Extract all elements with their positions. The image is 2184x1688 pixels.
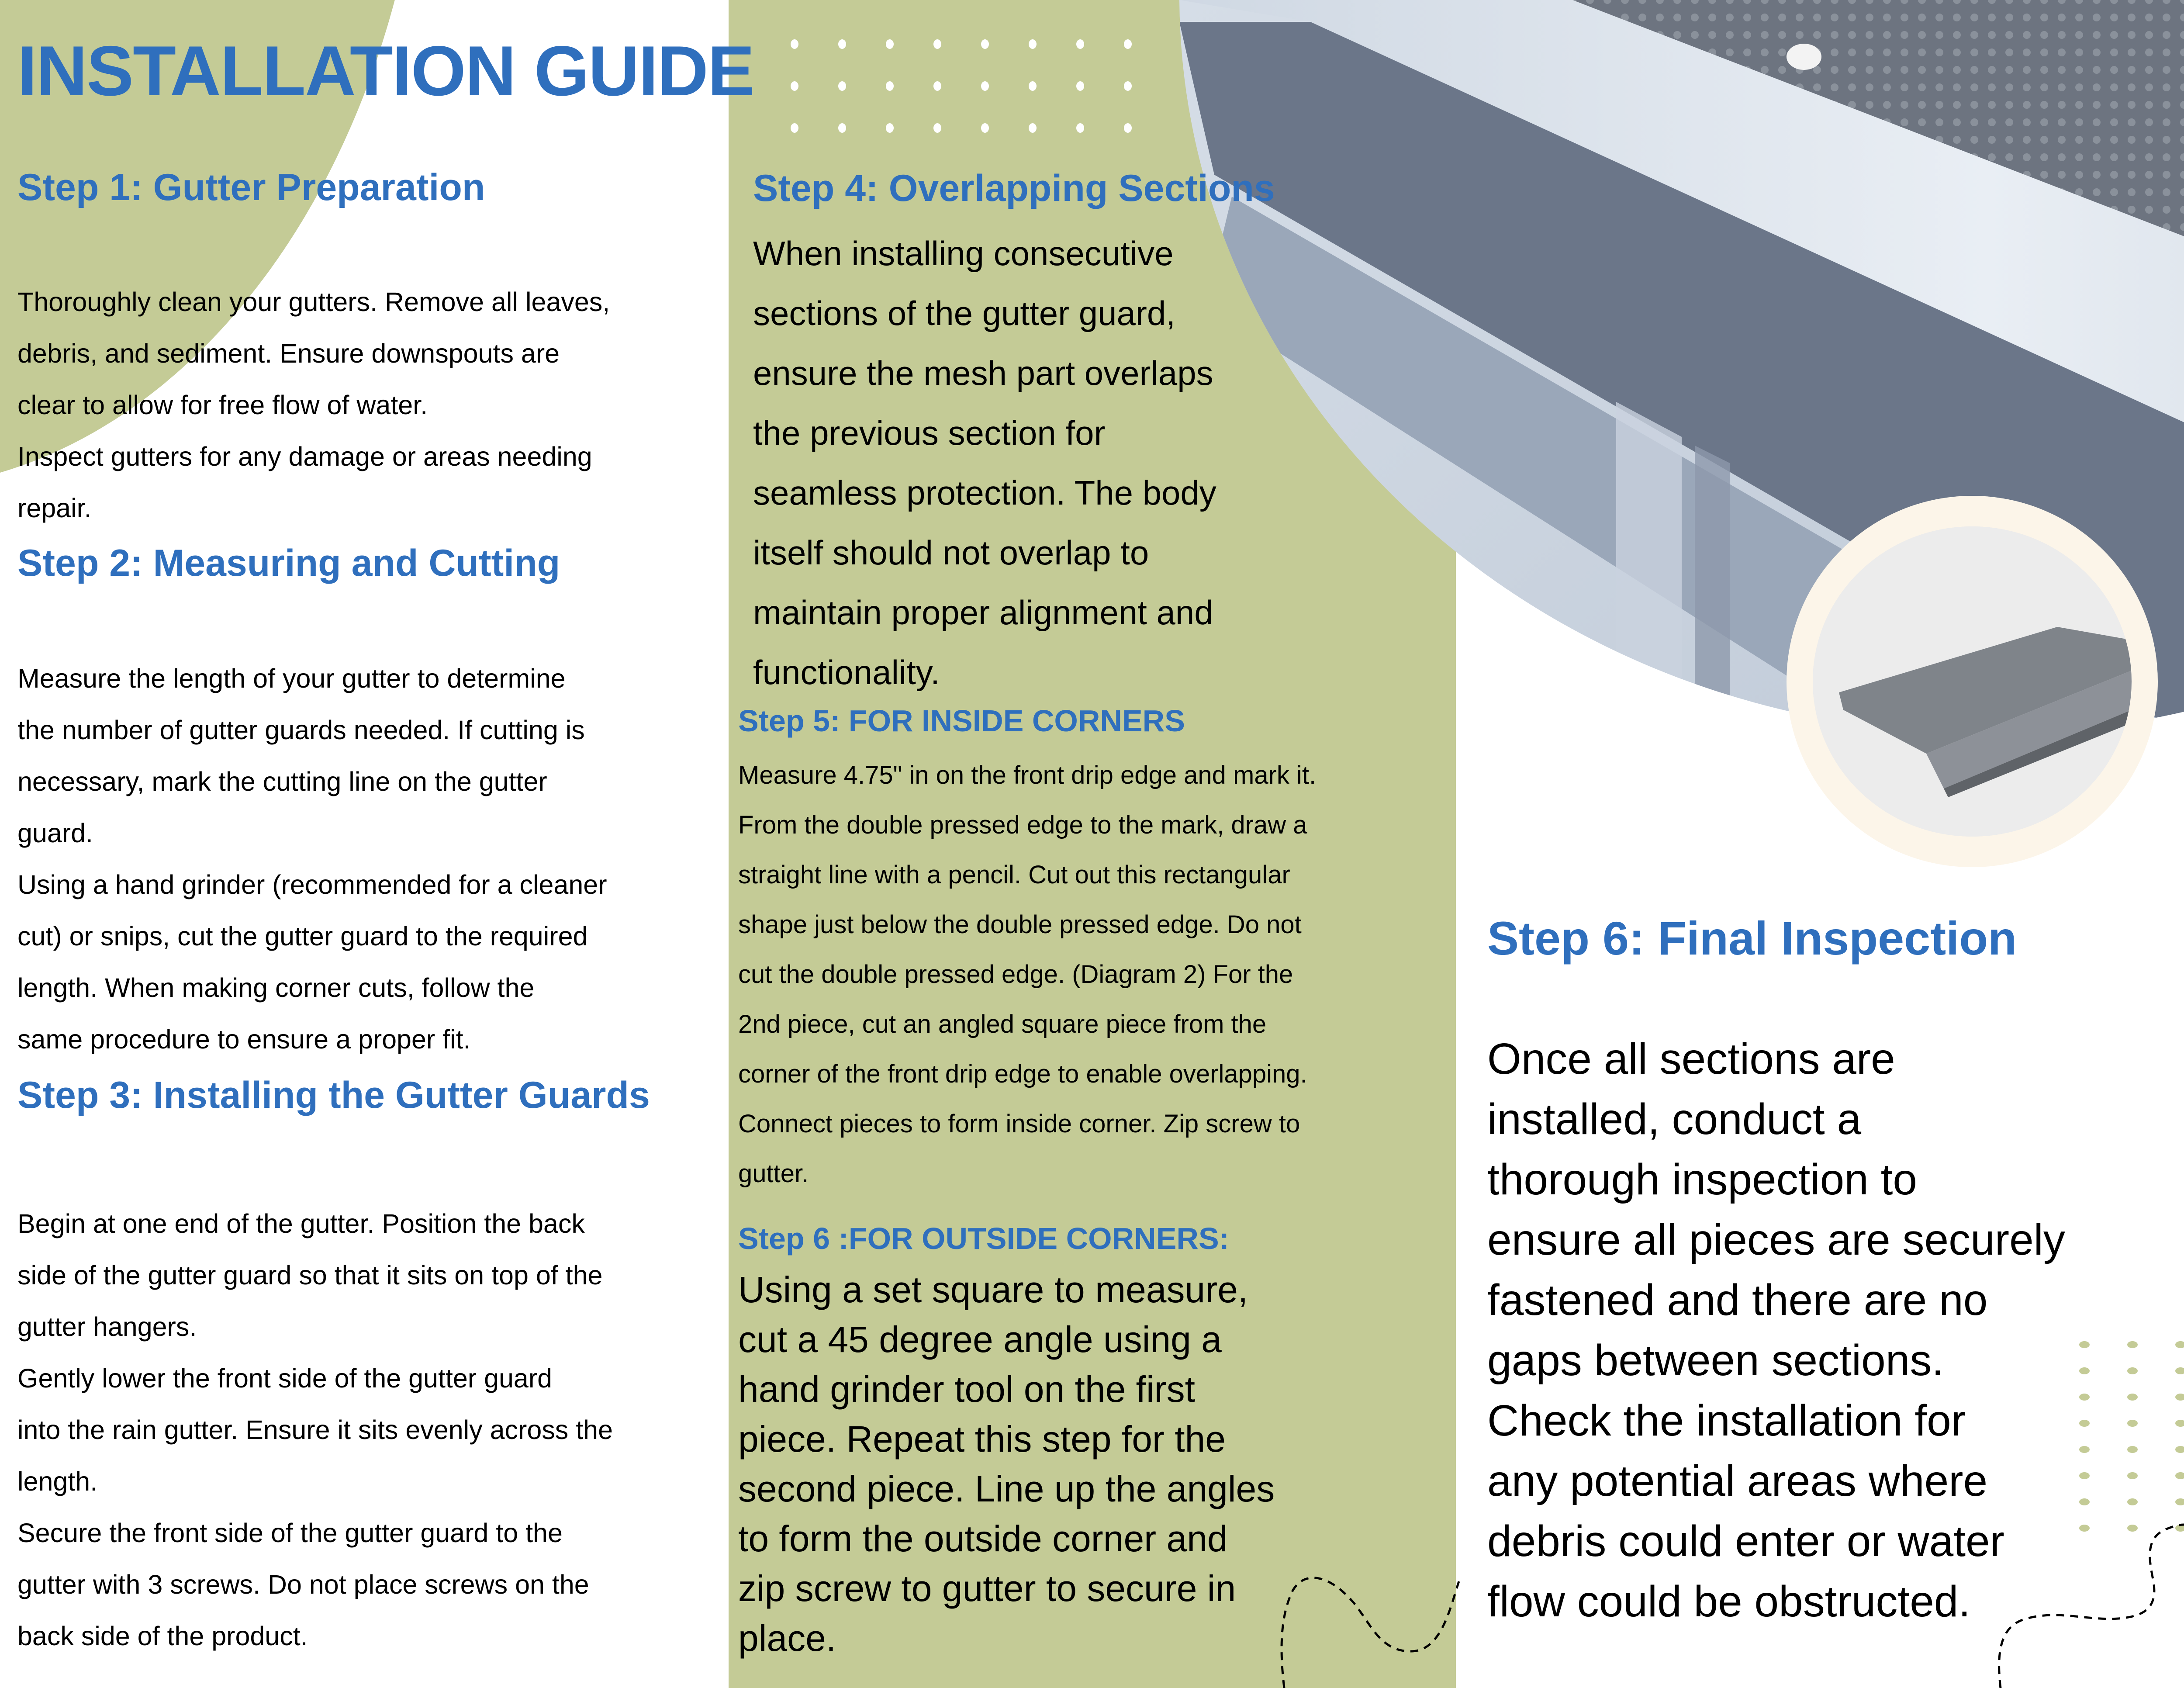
decor-dot (1124, 39, 1132, 49)
decor-dot (981, 81, 989, 91)
step6-final-heading: Step 6: Final Inspection (1487, 912, 2017, 965)
text-line: debris could enter or water (1487, 1517, 2004, 1566)
text-line: flow could be obstructed. (1487, 1577, 1971, 1626)
text-line: into the rain gutter. Ensure it sits evenly across the (17, 1415, 613, 1445)
text-line: Measure the length of your gutter to determine (17, 664, 566, 693)
decor-dot (1124, 123, 1132, 133)
text-line: From the double pressed edge to the mark, draw a (738, 811, 1307, 839)
dashed-squiggle-line (1992, 1520, 2184, 1688)
decor-dot (2079, 1394, 2090, 1401)
text-line: ensure all pieces are securely (1487, 1215, 2065, 1264)
text-line: Gently lower the front side of the gutter guard (17, 1363, 553, 1393)
text-line: functionality. (753, 653, 940, 692)
text-line: the number of gutter guards needed. If cutting is (17, 715, 585, 745)
decor-dot (2175, 1472, 2184, 1479)
text-line: same procedure to ensure a proper fit. (17, 1024, 471, 1054)
text-line: cut the double pressed edge. (Diagram 2) For the (738, 960, 1293, 989)
decor-dot (886, 123, 894, 133)
decor-dot (2127, 1367, 2138, 1374)
text-line: Measure 4.75" in on the front drip edge and mark it. (738, 761, 1317, 789)
decor-dot (791, 81, 798, 91)
text-line: 2nd piece, cut an angled square piece from the (738, 1010, 1267, 1038)
page-title: INSTALLATION GUIDE (17, 31, 754, 111)
decor-dot (2127, 1341, 2138, 1348)
decor-dot (2127, 1446, 2138, 1453)
step2-body (17, 653, 734, 1065)
dot-grid-green (2079, 1341, 2184, 1532)
text-line: Connect pieces to form inside corner. Zip screw to (738, 1110, 1300, 1138)
decor-dot (1076, 123, 1084, 133)
text-line: thorough inspection to (1487, 1155, 1918, 1204)
text-line: debris, and sediment. Ensure downspouts are (17, 339, 560, 368)
decor-dot (2079, 1446, 2090, 1453)
text-line: length. When making corner cuts, follow the (17, 973, 535, 1003)
text-line: place. (738, 1618, 836, 1659)
step6-outside-heading: Step 6 :FOR OUTSIDE CORNERS: (738, 1221, 1229, 1256)
decor-dot (1029, 123, 1037, 133)
decor-dot (2127, 1394, 2138, 1401)
decor-dot (981, 39, 989, 49)
step6-final-body (1487, 1029, 2065, 1632)
text-line: gutter. (738, 1159, 809, 1188)
step5-heading: Step 5: FOR INSIDE CORNERS (738, 704, 1185, 738)
decor-dot (1076, 81, 1084, 91)
text-line: clear to allow for free flow of water. (17, 390, 428, 420)
text-line: ensure the mesh part overlaps (753, 354, 1213, 392)
text-line: any potential areas where (1487, 1456, 1988, 1505)
decor-dot (933, 123, 941, 133)
text-line: shape just below the double pressed edge. Do not (738, 910, 1302, 939)
decor-dot (2175, 1420, 2184, 1427)
text-line: necessary, mark the cutting line on the gutter (17, 767, 547, 796)
step4-heading: Step 4: Overlapping Sections (753, 167, 1275, 209)
decor-dot (791, 123, 798, 133)
text-line: guard. (17, 818, 93, 848)
dot-grid-white (791, 39, 1140, 133)
decor-dot (1029, 39, 1037, 49)
text-line: When installing consecutive (753, 234, 1174, 273)
decor-dot (933, 81, 941, 91)
text-line: installed, conduct a (1487, 1095, 1862, 1144)
decor-dot (2127, 1498, 2138, 1505)
text-line: repair. (17, 493, 92, 523)
decor-dot (1124, 81, 1132, 91)
step1-heading: Step 1: Gutter Preparation (17, 166, 485, 208)
dashed-squiggle-line (1267, 1564, 1468, 1688)
decor-dot (886, 81, 894, 91)
text-line: the previous section for (753, 414, 1106, 452)
text-line: Once all sections are (1487, 1034, 1895, 1083)
text-line: gaps between sections. (1487, 1336, 1944, 1385)
text-line: Using a set square to measure, (738, 1269, 1248, 1310)
text-line: gutter with 3 screws. Do not place screws on the (17, 1570, 589, 1599)
decor-dot (886, 39, 894, 49)
text-line: gutter hangers. (17, 1312, 197, 1342)
step3-heading: Step 3: Installing the Gutter Guards (17, 1074, 650, 1116)
text-line: side of the gutter guard so that it sits on top of the (17, 1260, 603, 1290)
decor-dot (933, 39, 941, 49)
decor-dot (2175, 1498, 2184, 1505)
step2-heading: Step 2: Measuring and Cutting (17, 542, 560, 584)
text-line: Thoroughly clean your gutters. Remove all leaves, (17, 287, 610, 317)
decor-dot (2175, 1394, 2184, 1401)
text-line: cut) or snips, cut the gutter guard to the required (17, 921, 588, 951)
decor-dot (838, 39, 846, 49)
step4-body (753, 224, 1216, 702)
decor-dot (2079, 1472, 2090, 1479)
text-line: hand grinder tool on the first (738, 1369, 1195, 1410)
text-line: Using a hand grinder (recommended for a cleaner (17, 870, 607, 899)
text-line: itself should not overlap to (753, 533, 1149, 572)
inset-photo (1813, 526, 2132, 837)
decor-dot (791, 39, 798, 49)
text-line: seamless protection. The body (753, 474, 1216, 512)
step3-body (17, 1198, 734, 1662)
step6-outside-body (738, 1265, 1275, 1663)
text-line: sections of the gutter guard, (753, 294, 1175, 332)
decor-dot (2079, 1341, 2090, 1348)
text-line: second piece. Line up the angles (738, 1468, 1275, 1509)
decor-dot (838, 123, 846, 133)
step1-body (17, 276, 734, 534)
text-line: piece. Repeat this step for the (738, 1418, 1226, 1460)
text-line: length. (17, 1467, 98, 1496)
text-line: Secure the front side of the gutter guard to the (17, 1518, 563, 1548)
text-line: back side of the product. (17, 1621, 308, 1651)
decor-dot (2175, 1341, 2184, 1348)
decor-dot (838, 81, 846, 91)
decor-dot (2127, 1472, 2138, 1479)
decor-dot (2079, 1498, 2090, 1505)
decor-dot (2127, 1420, 2138, 1427)
decor-dot (1029, 81, 1037, 91)
decor-dot (2175, 1446, 2184, 1453)
gutter-guard-product-photo (1813, 526, 2132, 837)
text-line: to form the outside corner and (738, 1518, 1228, 1559)
text-line: Begin at one end of the gutter. Position the back (17, 1209, 585, 1238)
text-line: maintain proper alignment and (753, 593, 1213, 632)
decor-dot (2175, 1367, 2184, 1374)
text-line: corner of the front drip edge to enable overlapping. (738, 1060, 1307, 1088)
text-line: fastened and there are no (1487, 1276, 1988, 1325)
text-line: zip screw to gutter to secure in (738, 1568, 1236, 1609)
text-line: Inspect gutters for any damage or areas needing (17, 442, 592, 471)
decor-dot (981, 123, 989, 133)
decor-dot (2079, 1420, 2090, 1427)
step5-body (738, 751, 1455, 1199)
decor-dot (2079, 1367, 2090, 1374)
text-line: straight line with a pencil. Cut out this rectangular (738, 861, 1290, 889)
decor-dot (1076, 39, 1084, 49)
text-line: cut a 45 degree angle using a (738, 1319, 1222, 1360)
text-line: Check the installation for (1487, 1396, 1966, 1445)
